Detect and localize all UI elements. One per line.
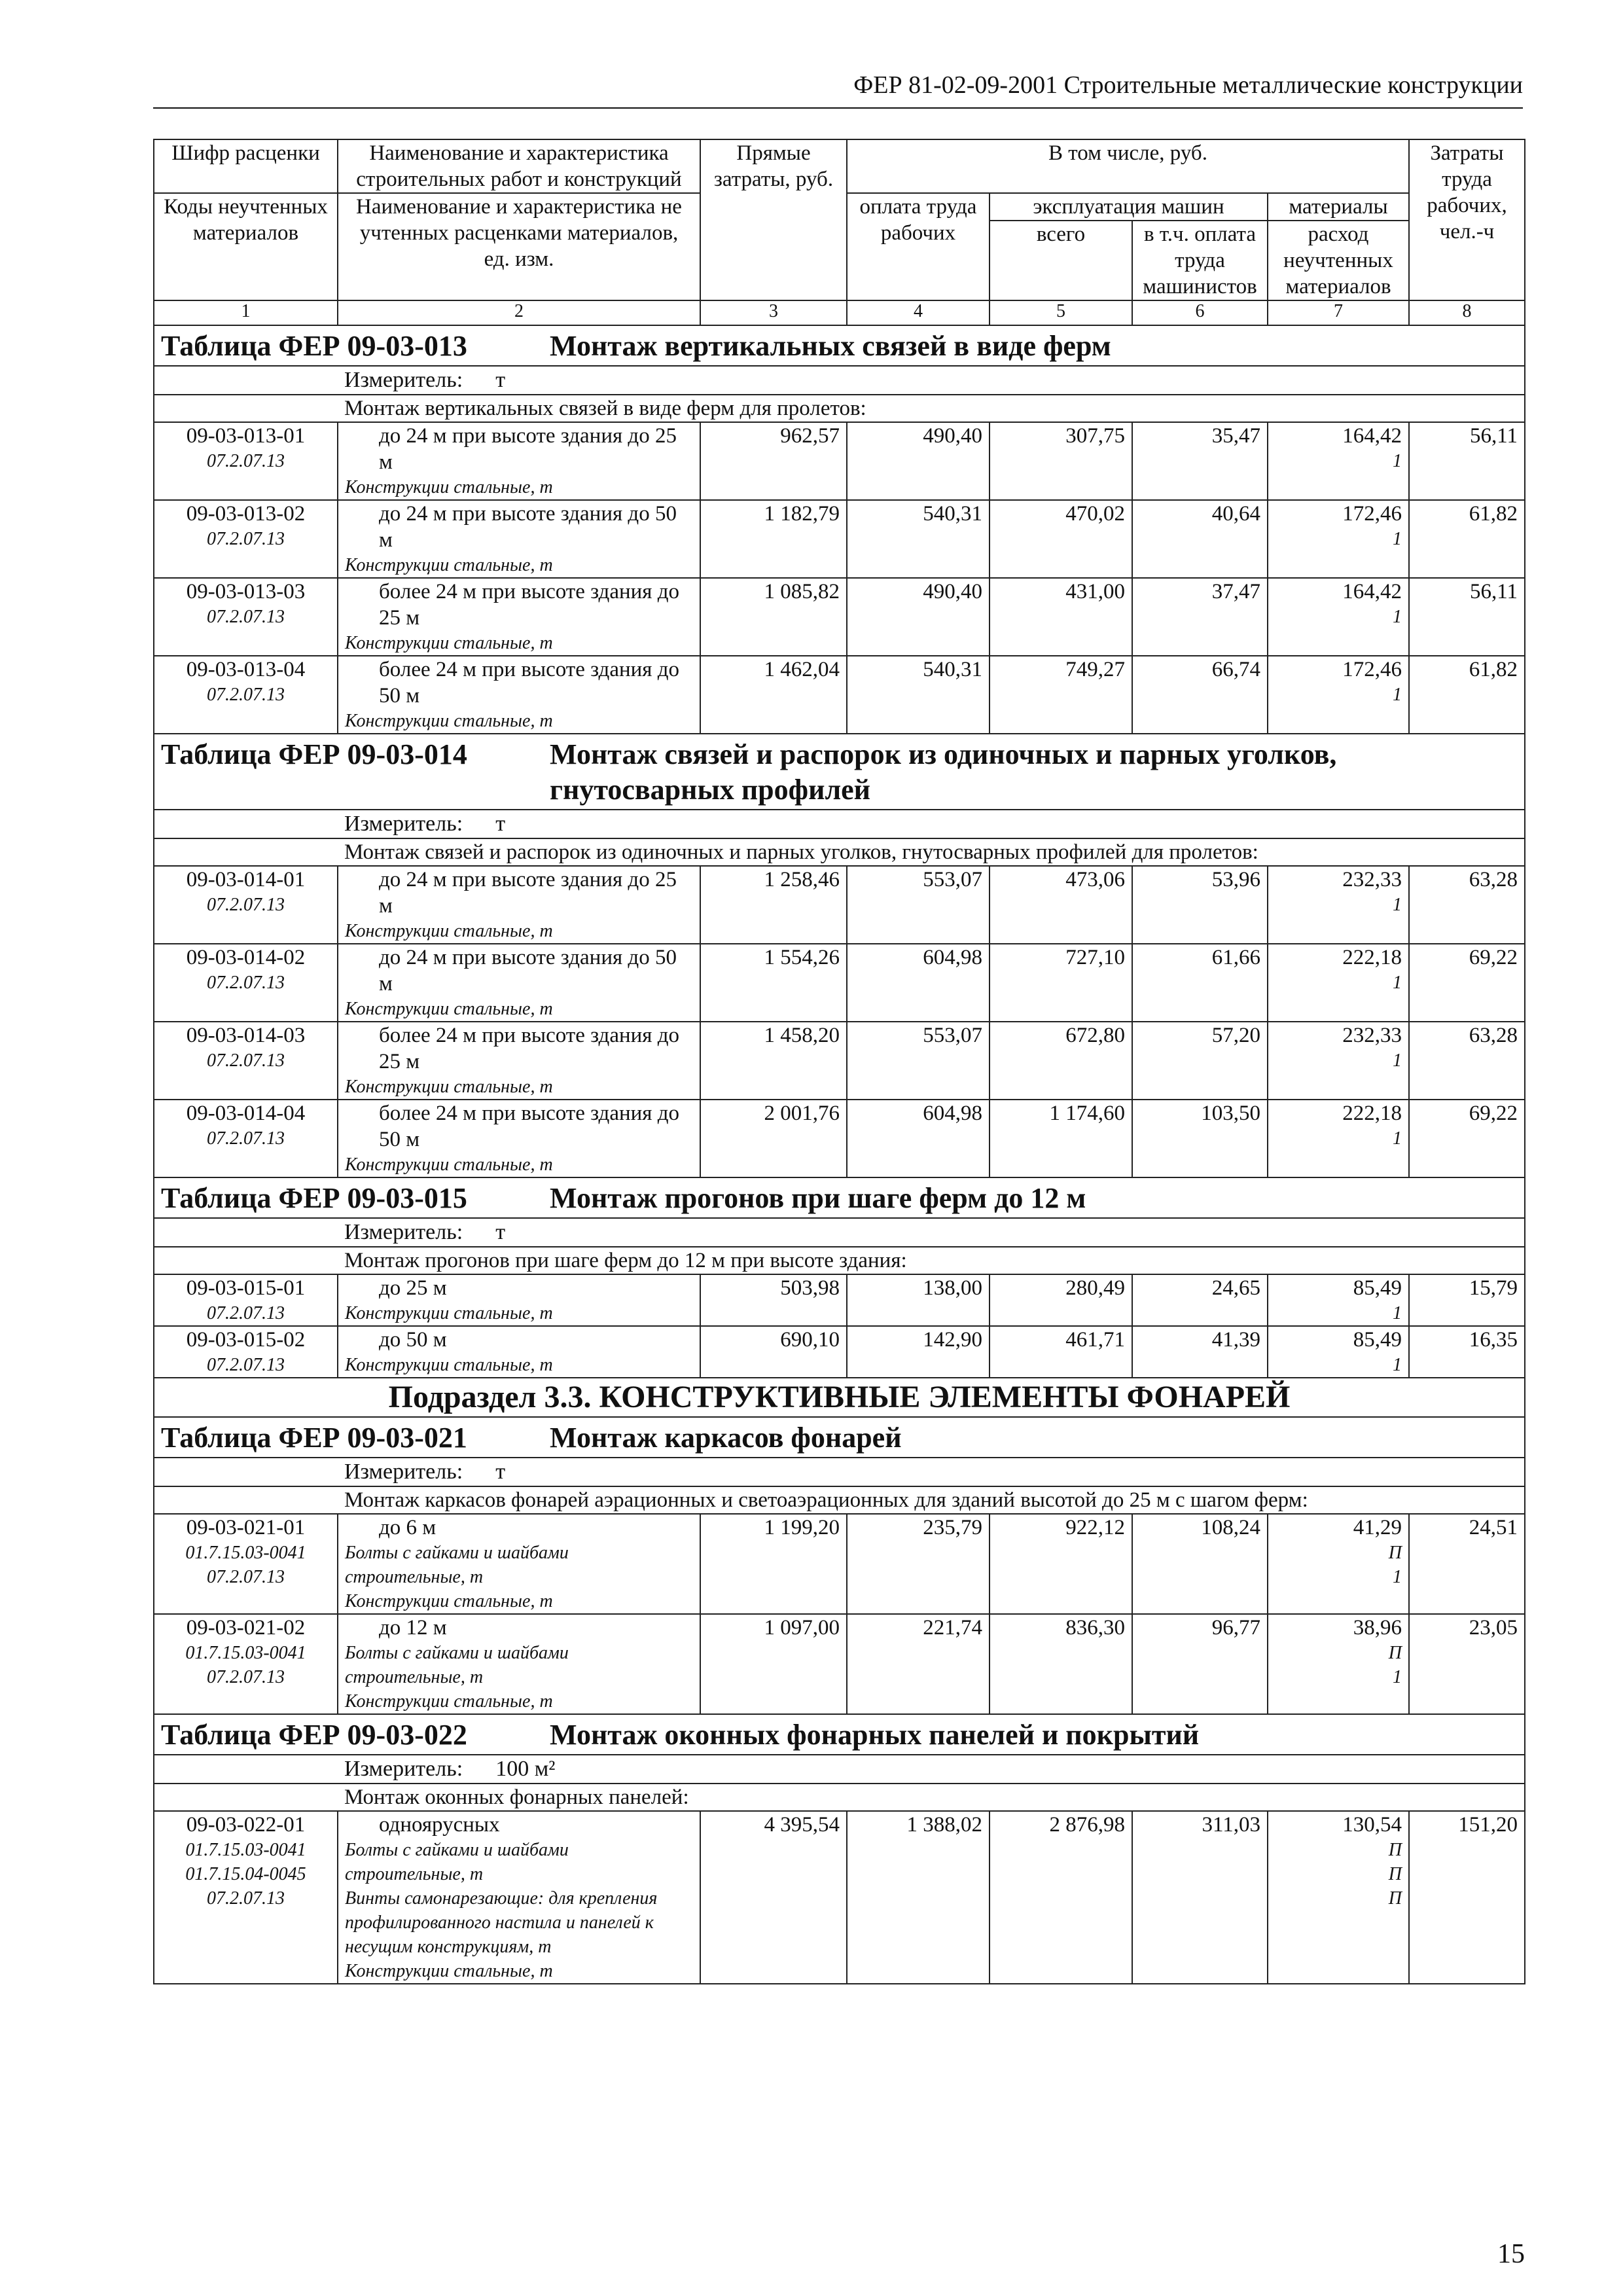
labor-hours: 61,82 (1469, 502, 1518, 526)
rate-code: 09-03-014-04 (186, 1102, 306, 1125)
machines-total: 1 174,60 (1049, 1102, 1125, 1125)
table-row (154, 1514, 1525, 1614)
material-code: 07.2.07.13 (207, 1888, 285, 1909)
measure-row (154, 810, 1525, 838)
worker-pay: 604,98 (923, 946, 982, 969)
header-machines: эксплуатация машин (990, 193, 1268, 221)
running-header: ФЕР 81-02-09-2001 Строительные металлические конструкции (153, 71, 1523, 109)
work-name: до 6 м (379, 1516, 437, 1539)
labor-hours: 69,22 (1469, 946, 1518, 969)
material-name: Конструкции стальные, т (345, 1303, 553, 1323)
measure-unit: т (495, 368, 506, 392)
material-qty: 1 (1393, 1667, 1402, 1687)
column-number: 8 (1409, 300, 1525, 325)
table-name: Монтаж вертикальных связей в виде ферм (550, 330, 1111, 362)
materials-cost: 164,42 (1342, 424, 1402, 448)
labor-hours: 56,11 (1469, 580, 1518, 603)
material-qty: П (1388, 1643, 1402, 1663)
measure-label: Измеритель: (344, 1220, 463, 1244)
machines-total: 749,27 (1065, 658, 1125, 681)
table-row (154, 866, 1525, 944)
worker-pay: 553,07 (923, 1024, 982, 1047)
column-number: 6 (1132, 300, 1268, 325)
direct-costs: 503,98 (780, 1276, 840, 1300)
header-name-col: Наименование и характеристика строительных работ и конструкций (338, 139, 700, 193)
worker-pay: 1 388,02 (906, 1813, 982, 1837)
material-code: 07.2.07.13 (207, 1567, 285, 1587)
machines-total: 836,30 (1065, 1616, 1125, 1640)
worker-pay: 553,07 (923, 868, 982, 891)
material-code: 01.7.15.03-0041 (185, 1543, 306, 1563)
material-code: 01.7.15.03-0041 (185, 1840, 306, 1860)
direct-costs: 4 395,54 (764, 1813, 840, 1837)
machinist-pay: 53,96 (1211, 868, 1260, 891)
table-code: Таблица ФЕР 09-03-021 (161, 1422, 467, 1454)
work-name: до 24 м при высоте здания до 50 м (379, 946, 677, 996)
machines-total: 431,00 (1065, 580, 1125, 603)
work-name: более 24 м при высоте здания до 25 м (379, 1024, 680, 1073)
material-code: 07.2.07.13 (207, 1303, 285, 1323)
labor-hours: 24,51 (1469, 1516, 1518, 1539)
labor-hours: 15,79 (1469, 1276, 1518, 1300)
table-title-row (154, 325, 1525, 366)
table-row (154, 1811, 1525, 1984)
material-name: Конструкции стальные, т (345, 1691, 553, 1712)
table-row (154, 500, 1525, 578)
measure-row (154, 366, 1525, 395)
labor-hours: 56,11 (1469, 424, 1518, 448)
table-title-row (154, 1714, 1525, 1755)
material-qty: 1 (1393, 607, 1402, 627)
rate-code: 09-03-015-02 (186, 1328, 306, 1352)
rate-code: 09-03-013-02 (186, 502, 306, 526)
materials-cost: 38,96 (1353, 1616, 1402, 1640)
materials-cost: 222,18 (1342, 1102, 1402, 1125)
labor-hours: 16,35 (1469, 1328, 1518, 1352)
material-code: 07.2.07.13 (207, 1050, 285, 1071)
page-number: 15 (1497, 2239, 1525, 2269)
column-number: 3 (700, 300, 847, 325)
worker-pay: 221,74 (923, 1616, 982, 1640)
group-row (154, 838, 1525, 866)
machines-total: 2 876,98 (1049, 1813, 1125, 1837)
column-number: 1 (154, 300, 338, 325)
group-caption: Монтаж прогонов при шаге ферм до 12 м при высоте здания: (154, 1247, 1525, 1274)
table-title-row (154, 1417, 1525, 1458)
direct-costs: 962,57 (780, 424, 840, 448)
material-code: 07.2.07.13 (207, 685, 285, 705)
material-code: 07.2.07.13 (207, 451, 285, 471)
machines-total: 922,12 (1065, 1516, 1125, 1539)
worker-pay: 490,40 (923, 424, 982, 448)
material-qty: П (1388, 1840, 1402, 1860)
work-name: до 24 м при высоте здания до 50 м (379, 502, 677, 552)
material-name: Конструкции стальные, т (345, 555, 553, 575)
machines-total: 461,71 (1065, 1328, 1125, 1352)
material-code: 07.2.07.13 (207, 895, 285, 915)
material-qty: П (1388, 1864, 1402, 1884)
materials-cost: 172,46 (1342, 502, 1402, 526)
rate-code: 09-03-021-01 (186, 1516, 306, 1539)
labor-hours: 69,22 (1469, 1102, 1518, 1125)
rate-code: 09-03-022-01 (186, 1813, 306, 1837)
work-name: до 12 м (379, 1616, 447, 1640)
materials-cost: 85,49 (1353, 1276, 1402, 1300)
labor-hours: 151,20 (1458, 1813, 1518, 1837)
direct-costs: 1 097,00 (764, 1616, 840, 1640)
rate-code: 09-03-014-03 (186, 1024, 306, 1047)
material-name: Конструкции стальные, т (345, 1155, 553, 1175)
material-name: Болты с гайками и шайбами строительные, т (345, 1543, 569, 1587)
measure-label: Измеритель: (344, 1460, 463, 1484)
labor-hours: 61,82 (1469, 658, 1518, 681)
material-name: Конструкции стальные, т (345, 1591, 553, 1611)
materials-cost: 232,33 (1342, 868, 1402, 891)
table-title-row (154, 1177, 1525, 1218)
table-row (154, 1326, 1525, 1378)
material-qty: 1 (1393, 1355, 1402, 1375)
header-unaccounted-codes: Коды неучтенных материалов (154, 193, 338, 300)
table-row (154, 1614, 1525, 1714)
table-name: Монтаж прогонов при шаге ферм до 12 м (550, 1182, 1086, 1214)
measure-row (154, 1218, 1525, 1247)
subsection-title: Подраздел 3.3. КОНСТРУКТИВНЫЕ ЭЛЕМЕНТЫ ФОНАРЕЙ (154, 1378, 1525, 1417)
material-code: 07.2.07.13 (207, 1667, 285, 1687)
material-code: 07.2.07.13 (207, 1128, 285, 1149)
header-worker-pay: оплата труда рабочих (847, 193, 990, 300)
material-qty: 1 (1393, 1303, 1402, 1323)
machines-total: 672,80 (1065, 1024, 1125, 1047)
price-table (153, 139, 1525, 1984)
group-caption: Монтаж оконных фонарных панелей: (154, 1784, 1525, 1811)
measure-label: Измеритель: (344, 812, 463, 836)
group-caption: Монтаж связей и распорок из одиночных и парных уголков, гнутосварных профилей для пролетов: (154, 838, 1525, 866)
subsection-row (154, 1378, 1525, 1417)
group-row (154, 1486, 1525, 1514)
column-number: 7 (1268, 300, 1409, 325)
material-name: Болты с гайками и шайбами строительные, т (345, 1840, 569, 1884)
rate-code: 09-03-014-02 (186, 946, 306, 969)
rate-code: 09-03-015-01 (186, 1276, 306, 1300)
machines-total: 473,06 (1065, 868, 1125, 891)
material-qty: 1 (1393, 1128, 1402, 1149)
work-name: одноярусных (379, 1813, 500, 1837)
material-name: Конструкции стальные, т (345, 1077, 553, 1097)
table-row (154, 656, 1525, 734)
header-code-col: Шифр расценки (154, 139, 338, 193)
work-name: до 24 м при высоте здания до 25 м (379, 424, 677, 474)
material-name: Болты с гайками и шайбами строительные, т (345, 1643, 569, 1687)
machinist-pay: 35,47 (1211, 424, 1260, 448)
group-row (154, 395, 1525, 422)
materials-cost: 232,33 (1342, 1024, 1402, 1047)
direct-costs: 690,10 (780, 1328, 840, 1352)
measure-unit: т (495, 1220, 506, 1244)
material-name: Конструкции стальные, т (345, 1355, 553, 1375)
material-qty: 1 (1393, 1567, 1402, 1587)
table-title-row (154, 734, 1525, 810)
material-qty: П (1388, 1888, 1402, 1909)
header-machinist-pay: в т.ч. оплата труда машинистов (1132, 221, 1268, 300)
measure-row (154, 1458, 1525, 1486)
material-name: Винты самонарезающие: для крепления профилированного настила и панелей к несущим конструкциям, т (345, 1888, 658, 1957)
material-name: Конструкции стальные, т (345, 477, 553, 497)
table-code: Таблица ФЕР 09-03-015 (161, 1182, 467, 1214)
materials-cost: 172,46 (1342, 658, 1402, 681)
measure-unit: 100 м² (495, 1757, 556, 1781)
machinist-pay: 24,65 (1211, 1276, 1260, 1300)
table-name: Монтаж связей и распорок из одиночных и парных уголков, гнутосварных профилей (550, 738, 1337, 806)
material-name: Конструкции стальные, т (345, 633, 553, 653)
material-name: Конструкции стальные, т (345, 711, 553, 731)
rate-code: 09-03-013-03 (186, 580, 306, 603)
machinist-pay: 66,74 (1211, 658, 1260, 681)
worker-pay: 138,00 (923, 1276, 982, 1300)
measure-unit: т (495, 1460, 506, 1484)
direct-costs: 1 182,79 (764, 502, 840, 526)
measure-unit: т (495, 812, 506, 836)
direct-costs: 1 458,20 (764, 1024, 840, 1047)
table-row (154, 944, 1525, 1022)
material-code: 01.7.15.04-0045 (185, 1864, 306, 1884)
material-qty: 1 (1393, 451, 1402, 471)
table-row (154, 1100, 1525, 1177)
worker-pay: 142,90 (923, 1328, 982, 1352)
machinist-pay: 57,20 (1211, 1024, 1260, 1047)
work-name: до 25 м (379, 1276, 447, 1300)
material-code: 07.2.07.13 (207, 607, 285, 627)
material-qty: 1 (1393, 895, 1402, 915)
worker-pay: 540,31 (923, 658, 982, 681)
labor-hours: 63,28 (1469, 868, 1518, 891)
machinist-pay: 96,77 (1211, 1616, 1260, 1640)
measure-row (154, 1755, 1525, 1784)
work-name: более 24 м при высоте здания до 50 м (379, 658, 680, 708)
header-unaccounted-names: Наименование и характеристика не учтенных расценками материалов, ед. изм. (338, 193, 700, 300)
machinist-pay: 41,39 (1211, 1328, 1260, 1352)
material-code: 07.2.07.13 (207, 973, 285, 993)
material-qty: 1 (1393, 685, 1402, 705)
rate-code: 09-03-021-02 (186, 1616, 306, 1640)
machines-total: 470,02 (1065, 502, 1125, 526)
machinist-pay: 61,66 (1211, 946, 1260, 969)
group-caption: Монтаж вертикальных связей в виде ферм для пролетов: (154, 395, 1525, 422)
materials-cost: 85,49 (1353, 1328, 1402, 1352)
table-row (154, 422, 1525, 500)
material-code: 07.2.07.13 (207, 1355, 285, 1375)
work-name: до 24 м при высоте здания до 25 м (379, 868, 677, 918)
column-number: 5 (990, 300, 1132, 325)
direct-costs: 1 258,46 (764, 868, 840, 891)
work-name: более 24 м при высоте здания до 25 м (379, 580, 680, 630)
header-labor-hours: Затраты труда рабочих, чел.-ч (1409, 139, 1525, 300)
rate-code: 09-03-013-04 (186, 658, 306, 681)
column-number: 4 (847, 300, 990, 325)
machinist-pay: 37,47 (1211, 580, 1260, 603)
labor-hours: 23,05 (1469, 1616, 1518, 1640)
material-name: Конструкции стальные, т (345, 1961, 553, 1981)
table-code: Таблица ФЕР 09-03-014 (161, 738, 467, 770)
materials-cost: 164,42 (1342, 580, 1402, 603)
machines-total: 307,75 (1065, 424, 1125, 448)
table-row (154, 1022, 1525, 1100)
group-row (154, 1784, 1525, 1811)
machines-total: 727,10 (1065, 946, 1125, 969)
machinist-pay: 103,50 (1201, 1102, 1260, 1125)
table-row (154, 578, 1525, 656)
header-materials: материалы (1268, 193, 1409, 221)
labor-hours: 63,28 (1469, 1024, 1518, 1047)
table-code: Таблица ФЕР 09-03-022 (161, 1719, 467, 1751)
material-qty: 1 (1393, 1050, 1402, 1071)
table-row (154, 1274, 1525, 1326)
direct-costs: 1 462,04 (764, 658, 840, 681)
table-name: Монтаж каркасов фонарей (550, 1422, 902, 1454)
worker-pay: 540,31 (923, 502, 982, 526)
table-name: Монтаж оконных фонарных панелей и покрытий (550, 1719, 1200, 1751)
worker-pay: 604,98 (923, 1102, 982, 1125)
material-code: 01.7.15.03-0041 (185, 1643, 306, 1663)
work-name: более 24 м при высоте здания до 50 м (379, 1102, 680, 1151)
column-number: 2 (338, 300, 700, 325)
header-including: В том числе, руб. (847, 139, 1409, 193)
direct-costs: 1 199,20 (764, 1516, 840, 1539)
worker-pay: 490,40 (923, 580, 982, 603)
header-machines-total: всего (990, 221, 1132, 300)
materials-cost: 41,29 (1353, 1516, 1402, 1539)
group-caption: Монтаж каркасов фонарей аэрационных и светоаэрационных для зданий высотой до 25 м с шагом ферм: (154, 1486, 1525, 1514)
rate-code: 09-03-014-01 (186, 868, 306, 891)
material-qty: П (1388, 1543, 1402, 1563)
header-unaccounted-consumption: расход неучтенных материалов (1268, 221, 1409, 300)
direct-costs: 1 554,26 (764, 946, 840, 969)
material-name: Конструкции стальные, т (345, 921, 553, 941)
measure-label: Измеритель: (344, 368, 463, 392)
rate-code: 09-03-013-01 (186, 424, 306, 448)
work-name: до 50 м (379, 1328, 447, 1352)
machinist-pay: 108,24 (1201, 1516, 1260, 1539)
material-qty: 1 (1393, 529, 1402, 549)
machines-total: 280,49 (1065, 1276, 1125, 1300)
direct-costs: 1 085,82 (764, 580, 840, 603)
direct-costs: 2 001,76 (764, 1102, 840, 1125)
worker-pay: 235,79 (923, 1516, 982, 1539)
machinist-pay: 40,64 (1211, 502, 1260, 526)
header-direct-costs: Прямые затраты, руб. (700, 139, 847, 300)
material-code: 07.2.07.13 (207, 529, 285, 549)
material-name: Конструкции стальные, т (345, 999, 553, 1019)
group-row (154, 1247, 1525, 1274)
material-qty: 1 (1393, 973, 1402, 993)
machinist-pay: 311,03 (1202, 1813, 1260, 1837)
materials-cost: 222,18 (1342, 946, 1402, 969)
measure-label: Измеритель: (344, 1757, 463, 1781)
table-code: Таблица ФЕР 09-03-013 (161, 330, 467, 362)
materials-cost: 130,54 (1342, 1813, 1402, 1837)
